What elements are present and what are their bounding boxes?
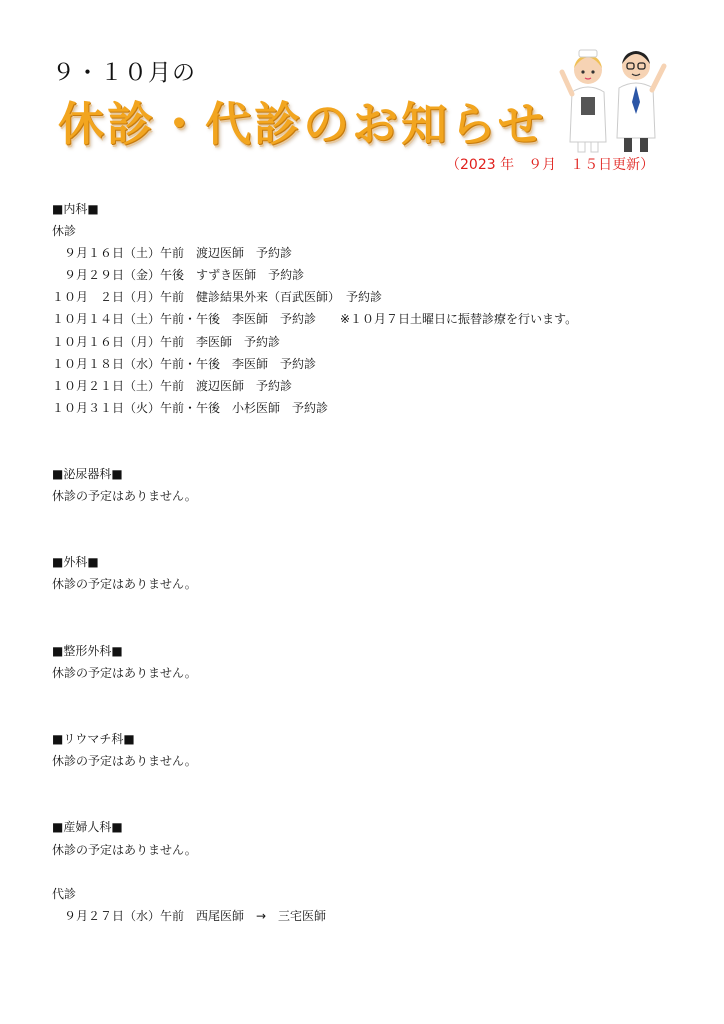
doctor-icon (617, 51, 664, 152)
notice-body (52, 198, 692, 927)
list-item: １０月 ２日（月）午前 健診結果外来（百武医師） 予約診 (52, 290, 383, 305)
section-text: 休診の予定はありません。 (52, 665, 197, 680)
substitute-label: 代診 (52, 886, 77, 901)
update-date: （2023 年 ９月 １５日更新） (446, 157, 655, 173)
list-item: １０月１８日（水）午前・午後 李医師 予約診 (52, 356, 317, 371)
list-item: １０月３１日（火）午前・午後 小杉医師 予約診 (52, 400, 329, 415)
nurse-icon (562, 50, 606, 152)
section-heading-urology: ■泌尿器科■ (52, 466, 123, 481)
notice-subtitle: ９・１０月の (52, 60, 196, 86)
section-heading-internal: ■内科■ (52, 202, 99, 216)
section-text: 休診の予定はありません。 (52, 842, 197, 857)
closure-label: 休診 (52, 224, 77, 239)
list-item: １０月２１日（土）午前 渡辺医師 予約診 (52, 378, 293, 393)
nurse-doctor-illustration (552, 42, 672, 157)
section-text: 休診の予定はありません。 (52, 577, 197, 592)
notice-title: 休診・代診のお知らせ (58, 97, 547, 151)
section-heading-rheumatology: ■リウマチ科■ (52, 732, 135, 747)
section-text: 休診の予定はありません。 (52, 754, 197, 769)
list-item: １０月１４日（土）午前・午後 李医師 予約診 ※１０月７日土曜日に振替診療を行います。 (52, 312, 578, 327)
section-heading-obstetrics: ■産婦人科■ (52, 820, 123, 835)
list-item: ９月２７日（水）午前 西尾医師 → 三宅医師 (52, 908, 327, 923)
list-item: １０月１６日（月）午前 李医師 予約診 (52, 334, 281, 349)
list-item: ９月２９日（金）午後 すずき医師 予約診 (52, 268, 305, 283)
section-heading-orthopedics: ■整形外科■ (52, 643, 123, 658)
section-text: 休診の予定はありません。 (52, 489, 197, 504)
section-heading-surgery: ■外科■ (52, 555, 99, 570)
list-item: ９月１６日（土）午前 渡辺医師 予約診 (52, 246, 293, 261)
